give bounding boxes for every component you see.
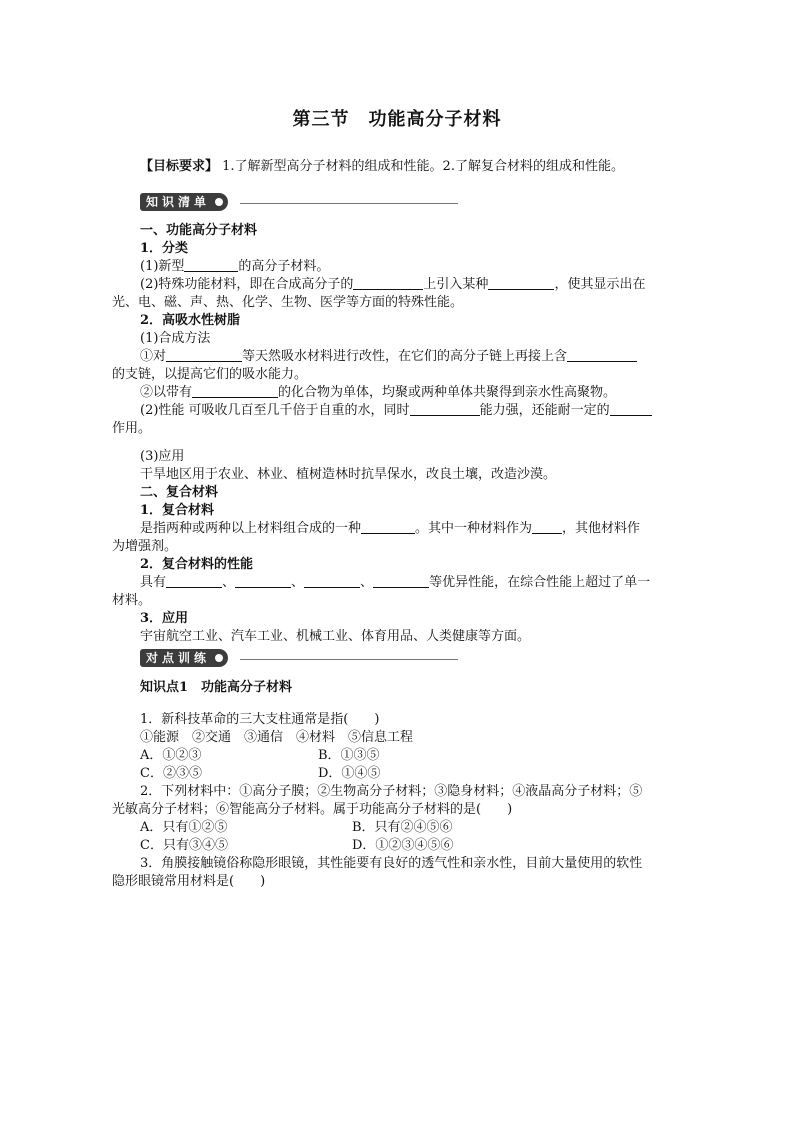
option-a[interactable]: A．只有①②⑤: [140, 820, 228, 835]
goal-text: 1.了解新型高分子材料的组成和性能。2.了解复合材料的组成和性能。: [222, 159, 624, 174]
fill-blank[interactable]: [235, 574, 291, 588]
banner-label: 对点训练: [146, 651, 211, 665]
fill-blank[interactable]: [166, 574, 222, 588]
question-1-options-cd: [112, 765, 682, 783]
page-title: 第三节 功能高分子材料: [292, 109, 502, 130]
knowledge-section: [112, 222, 682, 646]
banner-rule: [240, 203, 458, 204]
subheading-composite-properties: 2．复合材料的性能: [140, 557, 254, 572]
question-2-options-cd: [112, 837, 682, 855]
fill-blank[interactable]: [192, 384, 278, 398]
subheading-absorbent-resin: 2．高吸水性树脂: [140, 313, 241, 328]
line-composite-def-cont: 为增强剂。: [112, 539, 178, 554]
banner-label: 知识清单: [146, 195, 211, 209]
question-2-options-ab: [112, 819, 682, 837]
learning-goals: [140, 155, 685, 174]
fill-blank[interactable]: [353, 276, 423, 290]
fill-blank[interactable]: [532, 520, 562, 534]
fill-blank[interactable]: [410, 402, 480, 416]
option-b[interactable]: B．①③⑤: [318, 748, 380, 763]
banner-dot-icon: [215, 198, 223, 206]
option-c[interactable]: C．②③⑤: [140, 766, 202, 781]
question-3-cont: 隐形眼镜常用材料是( ): [112, 874, 266, 889]
fill-blank[interactable]: [361, 520, 415, 534]
question-1-options-ab: [112, 747, 682, 765]
option-a[interactable]: A．①②③: [140, 748, 202, 763]
option-d[interactable]: D．①④⑤: [318, 766, 381, 781]
line-application-text: 干旱地区用于农业、林业、植树造林时抗旱保水，改良土壤，改造沙漠。: [140, 467, 557, 482]
heading-functional-polymers: 一、功能高分子材料: [140, 223, 258, 238]
fill-blank[interactable]: [166, 348, 242, 362]
banner-rule: [240, 659, 458, 660]
fill-blank[interactable]: [184, 258, 238, 272]
line-application: (3)应用: [140, 449, 185, 464]
line-method-1: ①对 等天然吸水材料进行改性，在它们的高分子链上再接上含: [112, 348, 682, 366]
question-2: 2．下列材料中：①高分子膜；②生物高分子材料；③隐身材料；④液晶高分子材料；⑤: [140, 784, 643, 799]
banner-dot-icon: [215, 654, 223, 662]
line-composite-application: 宇宙航空工业、汽车工业、机械工业、体育用品、人类健康等方面。: [140, 629, 531, 644]
knowledge-point-label: 知识点1 功能高分子材料: [140, 680, 293, 695]
subheading-classification: 1．分类: [140, 241, 189, 256]
fill-blank[interactable]: [567, 348, 637, 362]
question-2-cont: 光敏高分子材料；⑥智能高分子材料。属于功能高分子材料的是( ): [112, 802, 513, 817]
question-3: 3．角膜接触镜俗称隐形眼镜，其性能要有良好的透气性和亲水性，目前大量使用的软性: [140, 856, 643, 871]
line-method-1-cont: 的支链，以提高它们的吸水能力。: [112, 367, 308, 382]
line-synthesis-method: (1)合成方法: [140, 331, 211, 346]
fill-blank[interactable]: [488, 276, 554, 290]
heading-composite-materials: 二、复合材料: [140, 485, 219, 500]
line-composite-properties: 具有 、 、 、 等优异性能，在综合性能上超过了单一: [140, 575, 651, 590]
subheading-composite: 1．复合材料: [140, 503, 215, 518]
practice-banner: [140, 649, 228, 667]
line-method-2: ②以带有 的化合物为单体，均聚或两种单体共聚得到亲水性高聚物。: [140, 385, 617, 400]
option-c[interactable]: C．只有③④⑤: [140, 838, 228, 853]
option-b[interactable]: B．只有②④⑤⑥: [352, 820, 453, 835]
question-1: 1．新科技革命的三大支柱通常是指( ): [140, 712, 380, 727]
subheading-composite-application: 3．应用: [140, 611, 189, 626]
goal-tag: 【目标要求】: [140, 159, 219, 174]
line-performance-cont: 作用。: [112, 421, 152, 436]
question-1-items: ①能源 ②交通 ③通信 ④材料 ⑤信息工程: [140, 730, 414, 745]
fill-blank[interactable]: [373, 574, 429, 588]
line-composite-properties-cont: 材料。: [112, 593, 152, 608]
line-special-function-cont: 光、电、磁、声、热、化学、生物、医学等方面的特殊性能。: [112, 295, 464, 310]
fill-blank[interactable]: [610, 402, 652, 416]
practice-section: [112, 679, 682, 891]
line-composite-def: 是指两种或两种以上材料组合成的一种 。其中一种材料作为 ，其他材料作: [140, 521, 641, 536]
line-performance: (2)性能 可吸收几百至几千倍于自重的水，同时 能力强，还能耐一定的: [112, 402, 682, 420]
option-d[interactable]: D．①②③④⑤⑥: [352, 838, 454, 853]
fill-blank[interactable]: [304, 574, 360, 588]
knowledge-list-banner: [140, 193, 228, 211]
line-new-polymer: (1)新型 的高分子材料。: [140, 259, 330, 274]
line-special-function: (2)特殊功能材料，即在合成高分子的 上引入某种 ，使其显示出在: [140, 277, 646, 292]
